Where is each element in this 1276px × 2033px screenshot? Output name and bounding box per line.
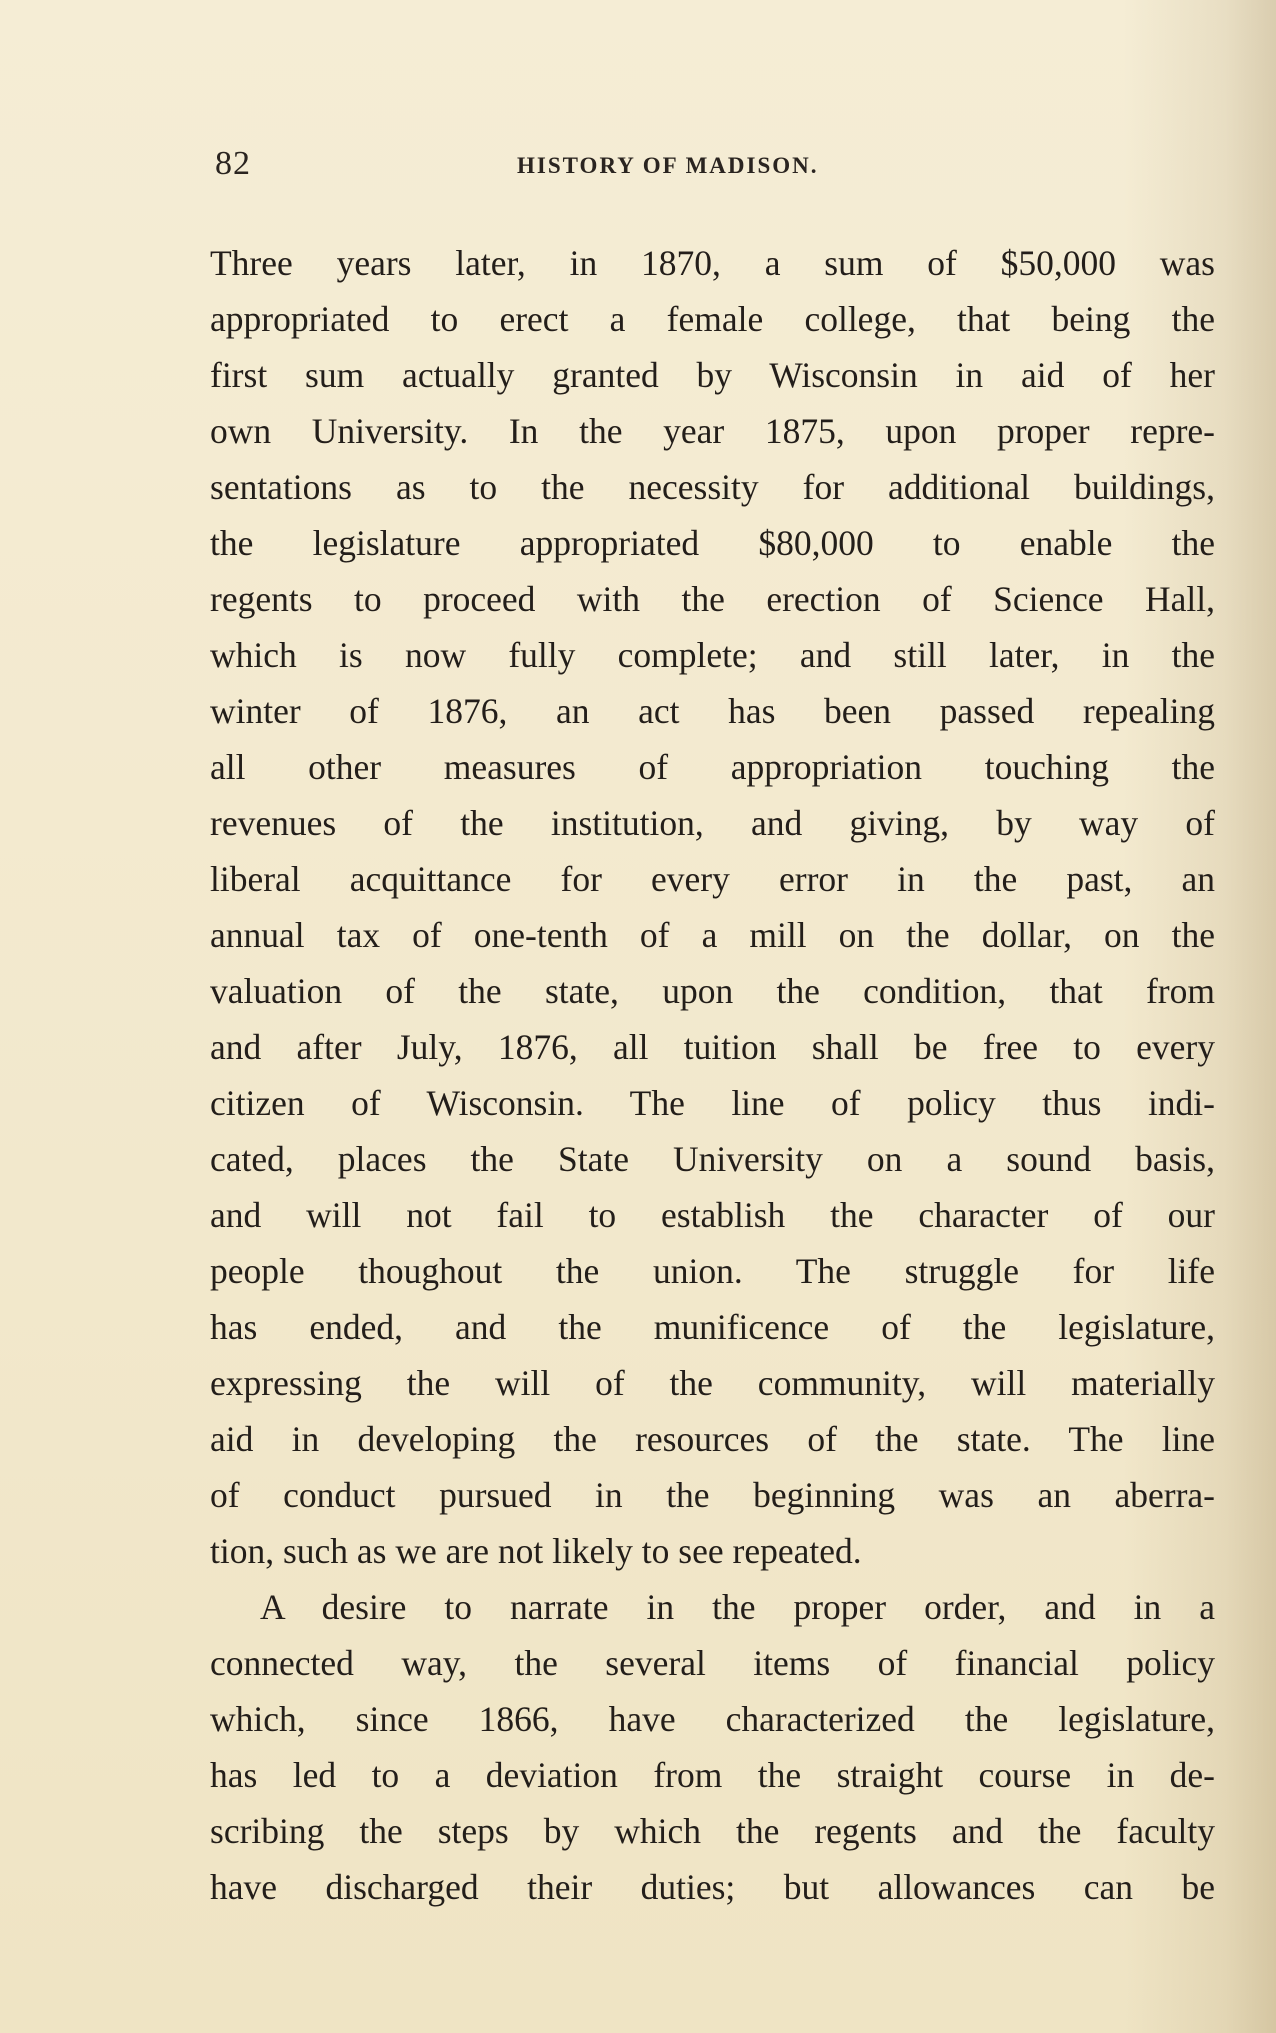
text-line: people thoughout the union. The struggle for life	[210, 1251, 1215, 1291]
text-line: winter of 1876, an act has been passed repealing	[210, 691, 1215, 731]
page-header	[215, 145, 1215, 195]
text-line: all other measures of appropriation touching the	[210, 747, 1215, 787]
text-line: aid in developing the resources of the state. The line	[210, 1419, 1215, 1459]
text-line: of conduct pursued in the beginning was an aberra-	[210, 1475, 1215, 1515]
text-line: has ended, and the munificence of the legislature,	[210, 1307, 1215, 1347]
text-line: cated, places the State University on a sound basis,	[210, 1139, 1215, 1179]
text-line: has led to a deviation from the straight course in de-	[210, 1755, 1215, 1795]
text-line: expressing the will of the community, will materially	[210, 1363, 1215, 1403]
paragraph-first-line: A desire to narrate in the proper order, and in a	[260, 1587, 1215, 1627]
text-line: sentations as to the necessity for additional buildings,	[210, 467, 1215, 507]
text-line: and after July, 1876, all tuition shall be free to every	[210, 1027, 1215, 1067]
text-line: revenues of the institution, and giving, by way of	[210, 803, 1215, 843]
text-line: the legislature appropriated $80,000 to enable the	[210, 523, 1215, 563]
text-line: and will not fail to establish the character of our	[210, 1195, 1215, 1235]
text-line: scribing the steps by which the regents and the faculty	[210, 1811, 1215, 1851]
text-line: liberal acquittance for every error in the past, an	[210, 859, 1215, 899]
text-line: valuation of the state, upon the condition, that from	[210, 971, 1215, 1011]
running-head: HISTORY OF MADISON.	[517, 153, 819, 178]
text-line: citizen of Wisconsin. The line of policy thus indi-	[210, 1083, 1215, 1123]
page-number: 82	[215, 145, 251, 182]
text-line: tion, such as we are not likely to see repeated.	[210, 1531, 862, 1571]
body-text	[210, 235, 1215, 1915]
text-line: own University. In the year 1875, upon proper repre-	[210, 411, 1215, 451]
text-line: first sum actually granted by Wisconsin in aid of her	[210, 355, 1215, 395]
text-line: Three years later, in 1870, a sum of $50,000 was	[210, 243, 1215, 283]
text-line: which, since 1866, have characterized the legislature,	[210, 1699, 1215, 1739]
text-line: regents to proceed with the erection of Science Hall,	[210, 579, 1215, 619]
text-line: annual tax of one-tenth of a mill on the dollar, on the	[210, 915, 1215, 955]
text-line: which is now fully complete; and still later, in the	[210, 635, 1215, 675]
text-line: connected way, the several items of financial policy	[210, 1643, 1215, 1683]
text-line: have discharged their duties; but allowances can be	[210, 1867, 1215, 1907]
text-line: appropriated to erect a female college, that being the	[210, 299, 1215, 339]
